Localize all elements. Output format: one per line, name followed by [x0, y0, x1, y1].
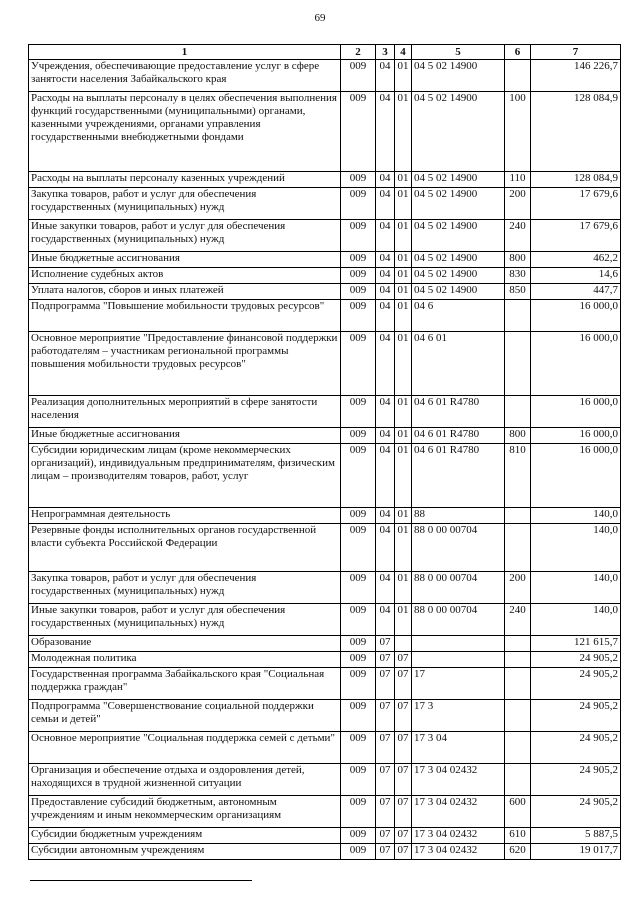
table-row: [29, 444, 621, 508]
cell-c2: 009: [341, 572, 376, 604]
cell-c2: 009: [341, 284, 376, 300]
cell-c4: 07: [395, 732, 412, 764]
table-row: [29, 252, 621, 268]
cell-c3: 04: [376, 172, 395, 188]
cell-c6: 240: [505, 604, 531, 636]
cell-c5: 17: [412, 668, 505, 700]
cell-c6: 850: [505, 284, 531, 300]
cell-c2: 009: [341, 396, 376, 428]
cell-c3: 04: [376, 284, 395, 300]
cell-c4: 07: [395, 844, 412, 860]
cell-c5: 88 0 00 00704: [412, 604, 505, 636]
col-header-1: 1: [29, 45, 341, 60]
cell-c7: 17 679,6: [531, 188, 621, 220]
cell-c7: 146 226,7: [531, 60, 621, 92]
cell-c3: 07: [376, 668, 395, 700]
cell-c7: 24 905,2: [531, 668, 621, 700]
cell-c2: 009: [341, 252, 376, 268]
cell-c3: 04: [376, 220, 395, 252]
table-row: [29, 572, 621, 604]
cell-c5: 04 6 01 R4780: [412, 428, 505, 444]
cell-c4: 01: [395, 396, 412, 428]
cell-c6: 600: [505, 796, 531, 828]
table-row: [29, 332, 621, 396]
cell-c4: 01: [395, 604, 412, 636]
col-header-4: 4: [395, 45, 412, 60]
cell-c3: 07: [376, 652, 395, 668]
cell-c4: 01: [395, 284, 412, 300]
cell-c6: 100: [505, 92, 531, 172]
cell-c3: 04: [376, 444, 395, 508]
table-row: [29, 220, 621, 252]
cell-c1: Образование: [29, 636, 341, 652]
cell-c2: 009: [341, 604, 376, 636]
cell-c2: 009: [341, 668, 376, 700]
cell-c3: 04: [376, 428, 395, 444]
cell-c4: 01: [395, 444, 412, 508]
cell-c5: 04 6 01 R4780: [412, 396, 505, 428]
cell-c6: [505, 764, 531, 796]
cell-c2: 009: [341, 300, 376, 332]
table-row: [29, 828, 621, 844]
cell-c6: 800: [505, 252, 531, 268]
cell-c3: 04: [376, 188, 395, 220]
cell-c5: 88 0 00 00704: [412, 524, 505, 572]
cell-c5: 04 5 02 14900: [412, 268, 505, 284]
cell-c5: 17 3 04 02432: [412, 764, 505, 796]
cell-c6: 240: [505, 220, 531, 252]
table-row: [29, 188, 621, 220]
cell-c1: Иные закупки товаров, работ и услуг для обеспечения государственных (муниципальных) нужд: [29, 220, 341, 252]
cell-c1: Иные бюджетные ассигнования: [29, 428, 341, 444]
cell-c5: 04 5 02 14900: [412, 172, 505, 188]
cell-c1: Субсидии бюджетным учреждениям: [29, 828, 341, 844]
cell-c7: 16 000,0: [531, 428, 621, 444]
cell-c4: 01: [395, 220, 412, 252]
cell-c7: 16 000,0: [531, 332, 621, 396]
table-row: [29, 92, 621, 172]
col-header-5: 5: [412, 45, 505, 60]
cell-c3: 04: [376, 508, 395, 524]
table-row: [29, 508, 621, 524]
cell-c6: [505, 668, 531, 700]
cell-c1: Расходы на выплаты персоналу казенных учреждений: [29, 172, 341, 188]
cell-c1: Основное мероприятие "Социальная поддержка семей с детьми": [29, 732, 341, 764]
cell-c2: 009: [341, 172, 376, 188]
table-row: [29, 284, 621, 300]
cell-c1: Основное мероприятие "Предоставление финансовой поддержки работодателям – участникам региональной программы повышения мобильности трудовых ресурсов": [29, 332, 341, 396]
cell-c1: Уплата налогов, сборов и иных платежей: [29, 284, 341, 300]
cell-c7: 5 887,5: [531, 828, 621, 844]
budget-table: [28, 44, 621, 860]
cell-c7: 447,7: [531, 284, 621, 300]
cell-c4: 07: [395, 652, 412, 668]
cell-c4: 07: [395, 796, 412, 828]
cell-c7: 24 905,2: [531, 732, 621, 764]
table-row: [29, 172, 621, 188]
cell-c2: 009: [341, 828, 376, 844]
cell-c6: 200: [505, 188, 531, 220]
cell-c5: 04 5 02 14900: [412, 60, 505, 92]
table-row: [29, 700, 621, 732]
cell-c7: 128 084,9: [531, 172, 621, 188]
cell-c7: 14,6: [531, 268, 621, 284]
cell-c1: Реализация дополнительных мероприятий в сфере занятости населения: [29, 396, 341, 428]
table-row: [29, 652, 621, 668]
cell-c4: 01: [395, 60, 412, 92]
cell-c6: [505, 700, 531, 732]
cell-c6: 610: [505, 828, 531, 844]
cell-c5: 88 0 00 00704: [412, 572, 505, 604]
cell-c2: 009: [341, 732, 376, 764]
cell-c4: [395, 636, 412, 652]
cell-c2: 009: [341, 508, 376, 524]
cell-c2: 009: [341, 652, 376, 668]
cell-c6: [505, 396, 531, 428]
cell-c5: 04 5 02 14900: [412, 252, 505, 268]
cell-c2: 009: [341, 700, 376, 732]
cell-c1: Субсидии автономным учреждениям: [29, 844, 341, 860]
cell-c6: [505, 332, 531, 396]
cell-c7: 24 905,2: [531, 700, 621, 732]
cell-c4: 07: [395, 828, 412, 844]
cell-c5: 17 3: [412, 700, 505, 732]
table-row: [29, 796, 621, 828]
cell-c1: Иные бюджетные ассигнования: [29, 252, 341, 268]
table-row: [29, 300, 621, 332]
header-row: [29, 45, 621, 60]
cell-c3: 07: [376, 844, 395, 860]
cell-c4: 01: [395, 92, 412, 172]
table-row: [29, 604, 621, 636]
cell-c6: [505, 300, 531, 332]
table-row: [29, 764, 621, 796]
cell-c2: 009: [341, 188, 376, 220]
cell-c3: 07: [376, 700, 395, 732]
cell-c3: 07: [376, 796, 395, 828]
page-number: 69: [314, 12, 326, 24]
cell-c7: 140,0: [531, 524, 621, 572]
cell-c2: 009: [341, 60, 376, 92]
cell-c2: 009: [341, 524, 376, 572]
cell-c7: 140,0: [531, 604, 621, 636]
table-row: [29, 524, 621, 572]
cell-c3: 07: [376, 636, 395, 652]
cell-c6: 830: [505, 268, 531, 284]
cell-c5: [412, 652, 505, 668]
cell-c5: 04 6 01: [412, 332, 505, 396]
cell-c2: 009: [341, 220, 376, 252]
col-header-6: 6: [505, 45, 531, 60]
cell-c3: 04: [376, 300, 395, 332]
cell-c6: [505, 524, 531, 572]
cell-c2: 009: [341, 332, 376, 396]
cell-c1: Государственная программа Забайкальского края "Социальная поддержка граждан": [29, 668, 341, 700]
cell-c1: Подпрограмма "Повышение мобильности трудовых ресурсов": [29, 300, 341, 332]
cell-c3: 04: [376, 604, 395, 636]
cell-c1: Непрограммная деятельность: [29, 508, 341, 524]
cell-c1: Резервные фонды исполнительных органов государственной власти субъекта Российской Федерации: [29, 524, 341, 572]
cell-c7: 140,0: [531, 508, 621, 524]
table-row: [29, 60, 621, 92]
cell-c2: 009: [341, 844, 376, 860]
cell-c2: 009: [341, 92, 376, 172]
cell-c7: 128 084,9: [531, 92, 621, 172]
cell-c3: 04: [376, 572, 395, 604]
cell-c3: 04: [376, 396, 395, 428]
cell-c7: 16 000,0: [531, 396, 621, 428]
cell-c6: [505, 508, 531, 524]
cell-c7: 19 017,7: [531, 844, 621, 860]
cell-c4: 01: [395, 188, 412, 220]
table-row: [29, 428, 621, 444]
table-row: [29, 732, 621, 764]
cell-c4: 01: [395, 252, 412, 268]
cell-c1: Закупка товаров, работ и услуг для обеспечения государственных (муниципальных) нужд: [29, 188, 341, 220]
cell-c3: 04: [376, 60, 395, 92]
cell-c7: 462,2: [531, 252, 621, 268]
cell-c5: [412, 636, 505, 652]
cell-c2: 009: [341, 636, 376, 652]
cell-c3: 04: [376, 332, 395, 396]
cell-c1: Предоставление субсидий бюджетным, автономным учреждениям и иным некоммерческим организациям: [29, 796, 341, 828]
cell-c2: 009: [341, 444, 376, 508]
cell-c2: 009: [341, 268, 376, 284]
cell-c3: 07: [376, 828, 395, 844]
cell-c5: 17 3 04 02432: [412, 796, 505, 828]
cell-c6: [505, 652, 531, 668]
cell-c5: 04 6: [412, 300, 505, 332]
cell-c7: 24 905,2: [531, 652, 621, 668]
table-row: [29, 396, 621, 428]
cell-c6: 800: [505, 428, 531, 444]
cell-c7: 24 905,2: [531, 764, 621, 796]
cell-c4: 07: [395, 668, 412, 700]
cell-c1: Иные закупки товаров, работ и услуг для обеспечения государственных (муниципальных) нужд: [29, 604, 341, 636]
cell-c7: 24 905,2: [531, 796, 621, 828]
cell-c2: 009: [341, 796, 376, 828]
cell-c2: 009: [341, 764, 376, 796]
cell-c4: 01: [395, 300, 412, 332]
cell-c6: 200: [505, 572, 531, 604]
cell-c6: 810: [505, 444, 531, 508]
cell-c5: 04 5 02 14900: [412, 284, 505, 300]
table-row: [29, 636, 621, 652]
cell-c7: 17 679,6: [531, 220, 621, 252]
cell-c1: Молодежная политика: [29, 652, 341, 668]
table-row: [29, 668, 621, 700]
cell-c3: 04: [376, 92, 395, 172]
cell-c6: [505, 636, 531, 652]
cell-c5: 04 5 02 14900: [412, 220, 505, 252]
cell-c4: 01: [395, 172, 412, 188]
cell-c1: Исполнение судебных актов: [29, 268, 341, 284]
cell-c6: 110: [505, 172, 531, 188]
cell-c3: 04: [376, 252, 395, 268]
col-header-7: 7: [531, 45, 621, 60]
cell-c3: 04: [376, 524, 395, 572]
footnote-rule: [30, 880, 252, 881]
table-row: [29, 268, 621, 284]
cell-c3: 07: [376, 764, 395, 796]
cell-c5: 17 3 04 02432: [412, 828, 505, 844]
cell-c4: 01: [395, 524, 412, 572]
cell-c5: 04 6 01 R4780: [412, 444, 505, 508]
cell-c5: 88: [412, 508, 505, 524]
cell-c4: 07: [395, 764, 412, 796]
cell-c4: 01: [395, 572, 412, 604]
cell-c7: 121 615,7: [531, 636, 621, 652]
cell-c6: [505, 60, 531, 92]
col-header-2: 2: [341, 45, 376, 60]
cell-c6: [505, 732, 531, 764]
cell-c4: 01: [395, 428, 412, 444]
cell-c1: Подпрограмма "Совершенствование социальной поддержки семьи и детей": [29, 700, 341, 732]
cell-c7: 16 000,0: [531, 300, 621, 332]
cell-c6: 620: [505, 844, 531, 860]
cell-c5: 17 3 04 02432: [412, 844, 505, 860]
table-row: [29, 844, 621, 860]
cell-c4: 01: [395, 508, 412, 524]
cell-c7: 16 000,0: [531, 444, 621, 508]
cell-c5: 04 5 02 14900: [412, 92, 505, 172]
cell-c4: 01: [395, 332, 412, 396]
cell-c3: 04: [376, 268, 395, 284]
cell-c1: Организация и обеспечение отдыха и оздоровления детей, находящихся в трудной жизненной ситуации: [29, 764, 341, 796]
cell-c5: 17 3 04: [412, 732, 505, 764]
cell-c7: 140,0: [531, 572, 621, 604]
cell-c1: Закупка товаров, работ и услуг для обеспечения государственных (муниципальных) нужд: [29, 572, 341, 604]
cell-c1: Расходы на выплаты персоналу в целях обеспечения выполнения функций государственными (муниципальными) органами, казенными учреждениями, органами управления государственными внебюджетными фондами: [29, 92, 341, 172]
cell-c5: 04 5 02 14900: [412, 188, 505, 220]
cell-c4: 07: [395, 700, 412, 732]
col-header-3: 3: [376, 45, 395, 60]
cell-c1: Субсидии юридическим лицам (кроме некоммерческих организаций), индивидуальным предпринимателям, физическим лицам – производителям товаров, работ, услуг: [29, 444, 341, 508]
cell-c3: 07: [376, 732, 395, 764]
cell-c4: 01: [395, 268, 412, 284]
cell-c1: Учреждения, обеспечивающие предоставление услуг в сфере занятости населения Забайкальского края: [29, 60, 341, 92]
cell-c2: 009: [341, 428, 376, 444]
